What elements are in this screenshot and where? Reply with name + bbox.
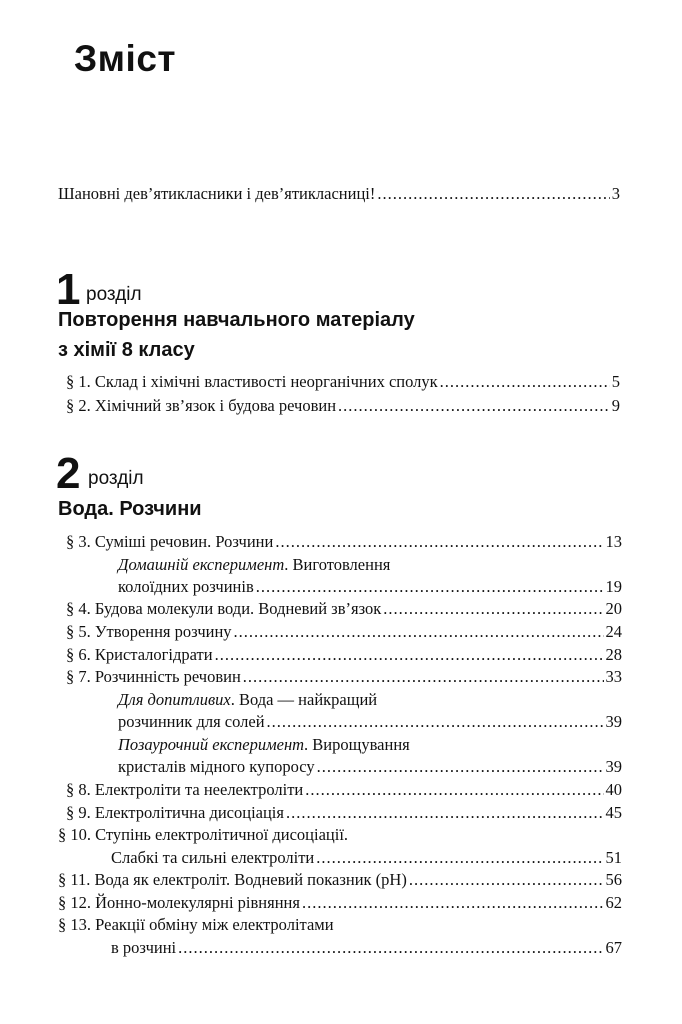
toc-entry <box>111 848 622 868</box>
toc-entry <box>66 532 622 552</box>
toc-entry-page: 51 <box>605 848 622 867</box>
toc-entry <box>66 396 620 416</box>
leader-dots <box>234 622 604 642</box>
toc-entry-page: 20 <box>605 599 622 618</box>
toc-entry-page: 67 <box>605 938 622 957</box>
toc-subentry <box>118 735 410 755</box>
leader-dots <box>178 938 603 958</box>
leader-dots <box>243 667 604 687</box>
toc-entry-text: § 11. Вода як електроліт. Водневий показник (pH) <box>58 870 407 889</box>
toc-entry-text: Шановні дев’ятикласники і дев’ятикласниці! <box>58 184 376 203</box>
toc-entry <box>58 870 622 890</box>
toc-entry-text: § 4. Будова молекули води. Водневий зв’язок <box>66 599 382 618</box>
toc-entry <box>58 893 622 913</box>
toc-subentry-italic: Для допитливих <box>118 690 231 709</box>
leader-dots <box>275 532 603 552</box>
chapter-2-number: 2 <box>56 449 81 498</box>
toc-entry-page: 39 <box>605 757 622 776</box>
toc-entry-text: § 2. Хімічний зв’язок і будова речовин <box>66 396 337 415</box>
leader-dots <box>215 645 604 665</box>
toc-subentry <box>118 690 377 710</box>
toc-entry-text: колоїдних розчинів <box>118 577 254 596</box>
toc-entry-intro <box>58 184 620 204</box>
toc-entry-page: 33 <box>605 667 622 686</box>
toc-entry-page: 40 <box>605 780 622 799</box>
toc-entry-page: 28 <box>605 645 622 664</box>
toc-entry <box>66 667 622 687</box>
toc-entry-text: розчинник для солей <box>118 712 265 731</box>
chapter-2-title: Вода. Розчини <box>58 498 202 520</box>
toc-entry-page: 3 <box>611 184 620 203</box>
leader-dots <box>286 803 604 823</box>
leader-dots <box>383 599 603 619</box>
toc-entry <box>118 712 622 732</box>
leader-dots <box>302 893 604 913</box>
toc-subentry-italic: Позаурочний експеримент <box>118 735 305 754</box>
leader-dots <box>317 757 604 777</box>
toc-subentry-text: . Вода — найкращий <box>230 690 378 709</box>
leader-dots <box>305 780 603 800</box>
toc-subentry-text: . Вирощування <box>304 735 410 754</box>
toc-entry-text: § 6. Кристалогідрати <box>66 645 213 664</box>
chapter-1-number: 1 <box>56 265 81 314</box>
toc-entry <box>66 780 622 800</box>
toc-entry-heading: § 10. Ступінь електролітичної дисоціації. <box>58 825 349 844</box>
toc-subentry <box>118 555 390 575</box>
toc-entry-page: 56 <box>605 870 622 889</box>
toc-entry-text: Слабкі та сильні електроліти <box>111 848 315 867</box>
leader-dots <box>377 184 609 204</box>
leader-dots <box>409 870 604 890</box>
toc-entry <box>111 938 622 958</box>
toc-entry <box>66 622 622 642</box>
toc-entry-text: § 9. Електролітична дисоціація <box>66 803 284 822</box>
toc-entry-page: 45 <box>605 803 622 822</box>
leader-dots <box>267 712 604 732</box>
toc-entry-text: § 5. Утворення розчину <box>66 622 232 641</box>
toc-entry-text: § 7. Розчинність речовин <box>66 667 241 686</box>
toc-entry <box>118 757 622 777</box>
chapter-2-word: розділ <box>88 468 144 489</box>
toc-entry-text: § 8. Електроліти та неелектроліти <box>66 780 304 799</box>
toc-entry <box>66 599 622 619</box>
toc-entry-heading: § 13. Реакції обміну між електролітами <box>58 915 334 934</box>
toc-entry-page: 39 <box>605 712 622 731</box>
toc-entry-page: 13 <box>605 532 622 551</box>
toc-entry-text: § 12. Йонно-молекулярні рівняння <box>58 893 300 912</box>
chapter-1-word: розділ <box>86 284 142 305</box>
toc-entry-page: 5 <box>611 372 620 391</box>
page-title: Зміст <box>74 38 177 79</box>
toc-entry-page: 62 <box>605 893 622 912</box>
toc-entry-text: кристалів мідного купоросу <box>118 757 315 776</box>
toc-entry <box>118 577 622 597</box>
toc-entry <box>66 372 620 392</box>
toc-entry-text: § 1. Склад і хімічні властивості неорганічних сполук <box>66 372 438 391</box>
leader-dots <box>256 577 604 597</box>
leader-dots <box>316 848 603 868</box>
toc-entry <box>66 645 622 665</box>
toc-subentry-text: . Виготовлення <box>284 555 391 574</box>
toc-subentry-italic: Домашній експеримент <box>118 555 285 574</box>
toc-entry-page: 19 <box>605 577 622 596</box>
toc-entry-text: § 3. Суміші речовин. Розчини <box>66 532 274 551</box>
chapter-1-title-line1: Повторення навчального матеріалу <box>58 309 415 331</box>
chapter-1-title-line2: з хімії 8 класу <box>58 339 195 361</box>
leader-dots <box>338 396 610 416</box>
toc-entry-text: в розчині <box>111 938 177 957</box>
leader-dots <box>440 372 610 392</box>
toc-entry <box>66 803 622 823</box>
toc-entry-page: 24 <box>605 622 622 641</box>
toc-entry-page: 9 <box>611 396 620 415</box>
